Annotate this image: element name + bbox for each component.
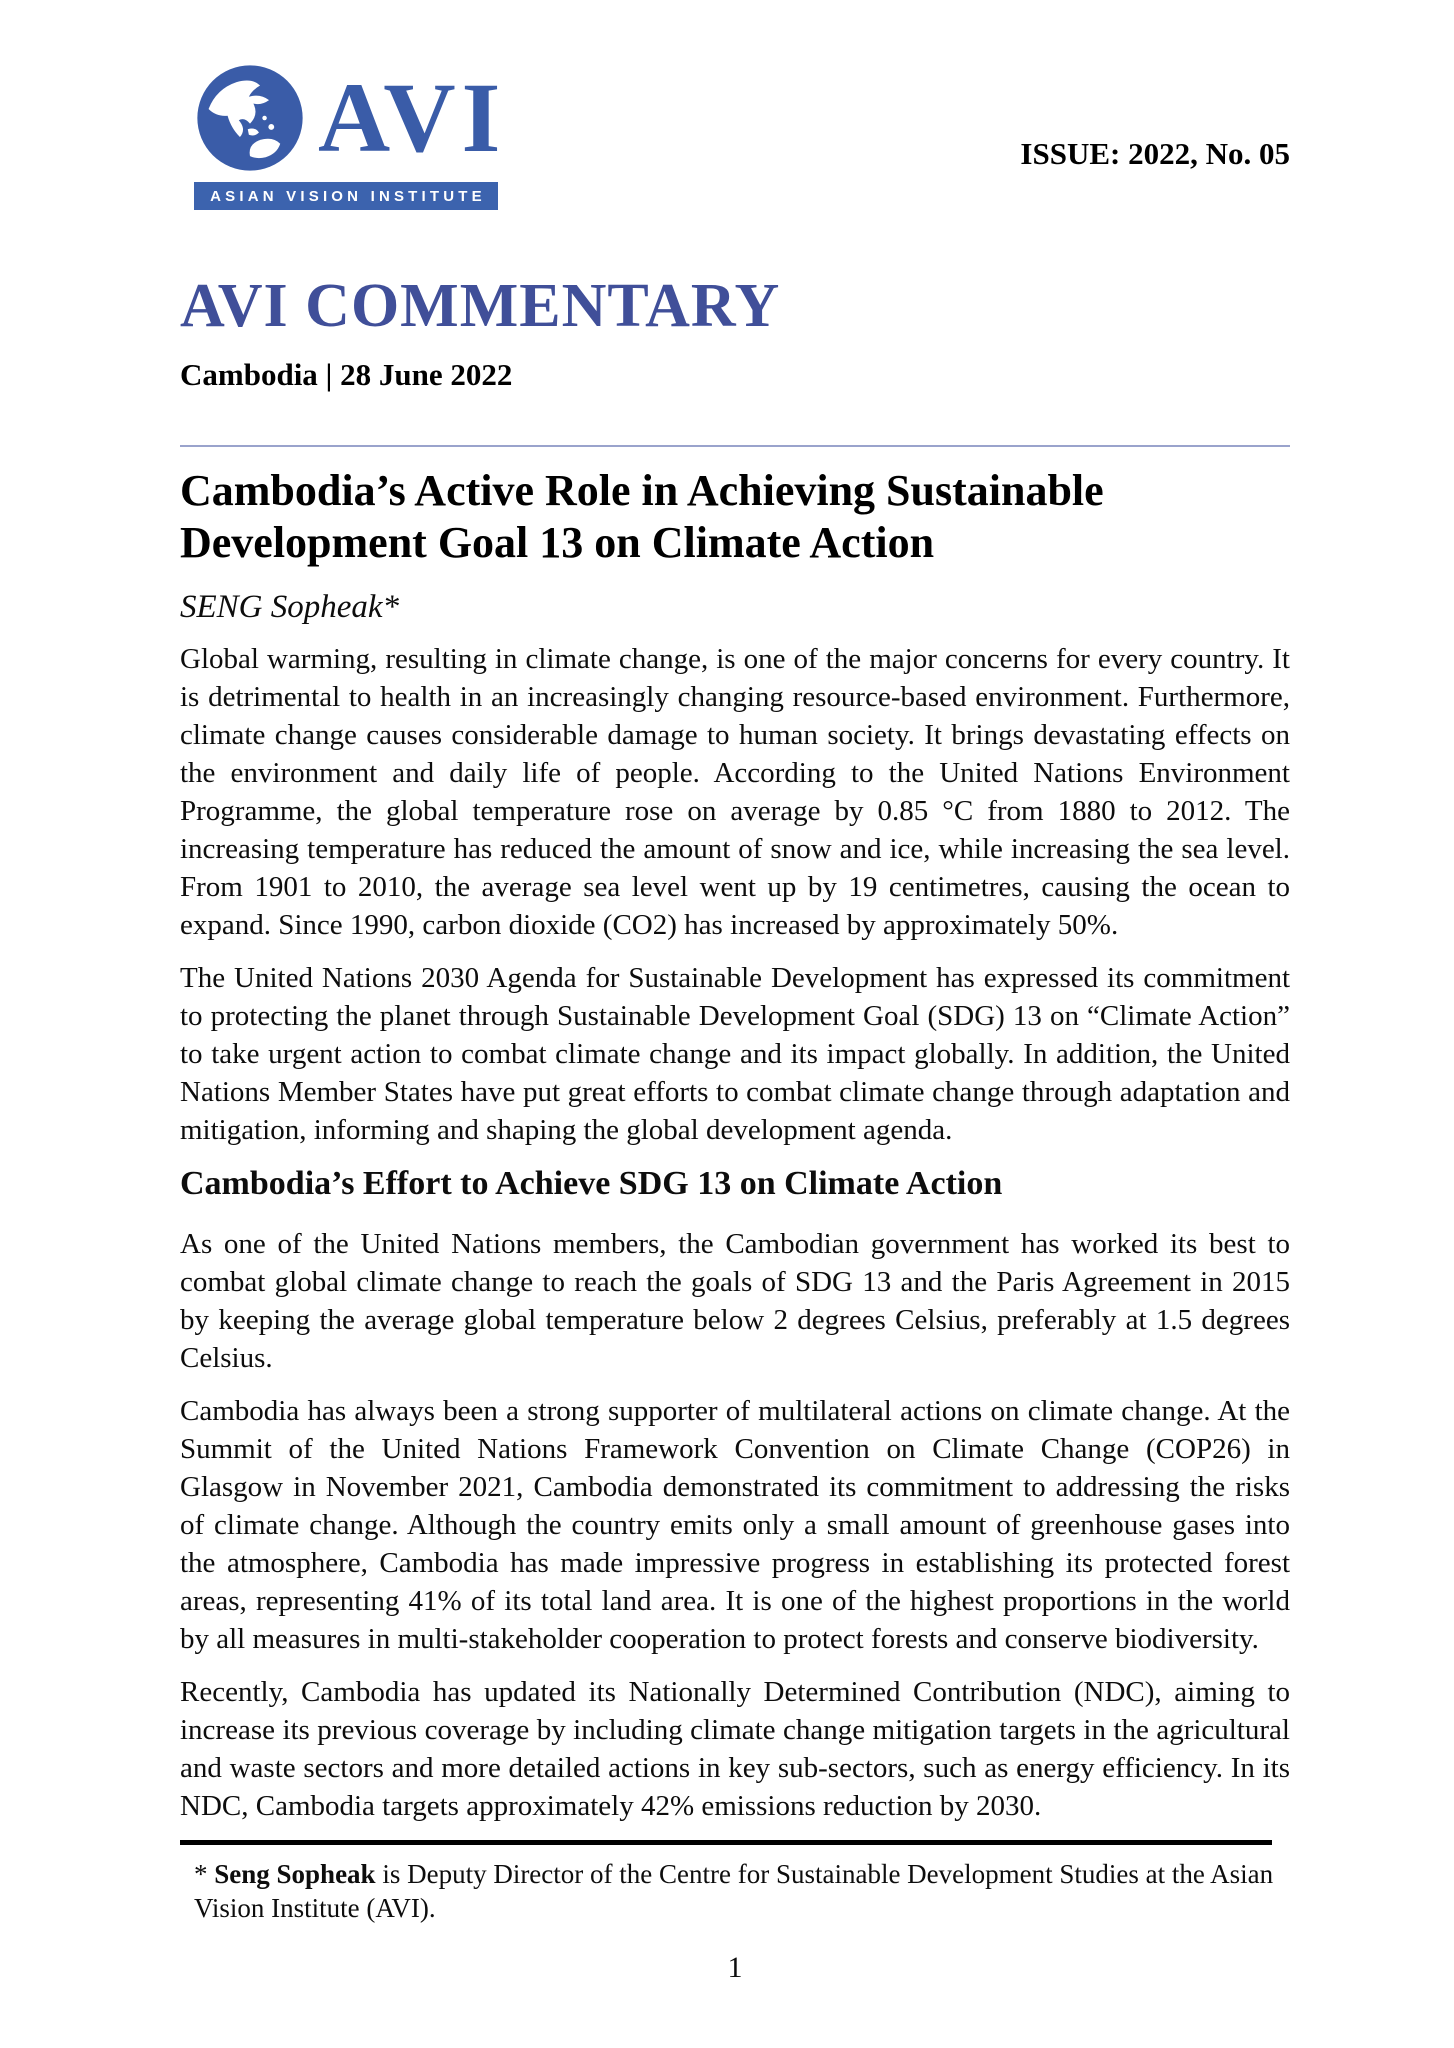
paragraph: Recently, Cambodia has updated its Nationally Determined Contribution (NDC), aiming to increase its previous coverage by including climate change mitigation targets in the agricultural and waste sectors and more detailed actions in key sub-sectors, such as energy efficiency. In its NDC, Cambodia targets approximately 42% emissions reduction by 2030. [180,1675,1290,1822]
article-author: SENG Sopheak* [180,588,400,625]
avi-logo-mark [180,62,507,174]
footnote-text: is Deputy Director of the Centre for Sustainable Development Studies at the Asian Vision Institute (AVI). [194,1858,1274,1923]
avi-logo-banner: ASIAN VISION INSTITUTE [194,182,498,210]
avi-logo-acronym: AVI [318,62,507,173]
paragraph: The United Nations 2030 Agenda for Sustainable Development has expressed its commitment to protecting the planet through Sustainable Development Goal (SDG) 13 on “Climate Action” to take urgent action to combat climate change and its impact globally. In addition, the United Nations Member States have put great efforts to combat climate change through adaptation and mitigation, informing and shaping the global development agenda. [180,961,1290,1146]
paragraph: As one of the United Nations members, the Cambodian government has worked its best to combat global climate change to reach the goals of SDG 13 and the Paris Agreement in 2015 by keeping the average global temperature below 2 degrees Celsius, preferably at 1.5 degrees Celsius. [180,1227,1290,1374]
dateline: Cambodia | 28 June 2022 [180,357,513,393]
section-heading: Cambodia’s Effort to Achieve SDG 13 on Climate Action [180,1164,1003,1202]
page-number: 1 [727,1950,743,1984]
footnote-author-name: Seng Sopheak [214,1858,376,1889]
article-title: Cambodia’s Active Role in Achieving Sustainable Development Goal 13 on Climate Action [180,466,1104,567]
avi-logo [180,62,507,210]
footnote-separator [180,1840,1272,1845]
page-header [180,62,1290,210]
globe-icon [194,62,306,174]
header-rule [180,445,1290,447]
issue-label: ISSUE: 2022, No. 05 [1020,136,1290,171]
article-body [180,640,1290,1825]
masthead-title: AVI COMMENTARY [180,272,781,340]
paragraph: Global warming, resulting in climate change, is one of the major concerns for every country. It is detrimental to health in an increasingly changing resource-based environment. Furthermore, climate change causes considerable damage to human society. It brings devastating effects on the environment and daily life of people. According to the United Nations Environment Programme, the global temperature rose on average by 0.85 °C from 1880 to 2012. The increasing temperature has reduced the amount of snow and ice, while increasing the sea level. From 1901 to 2010, the average sea level went up by 19 centimetres, causing the ocean to expand. Since 1990, carbon dioxide (CO2) has increased by approximately 50%. [180,642,1290,941]
footnote-marker: * [194,1858,215,1889]
paragraph: Cambodia has always been a strong supporter of multilateral actions on climate change. At the Summit of the United Nations Framework Convention on Climate Change (COP26) in Glasgow in November 2021, Cambodia demonstrated its commitment to addressing the risks of climate change. Although the country emits only a small amount of greenhouse gases into the atmosphere, Cambodia has made impressive progress in establishing its protected forest areas, representing 41% of its total land area. It is one of the highest proportions in the world by all measures in multi-stakeholder cooperation to protect forests and conserve biodiversity. [180,1394,1290,1655]
footnote [180,1857,1290,1925]
